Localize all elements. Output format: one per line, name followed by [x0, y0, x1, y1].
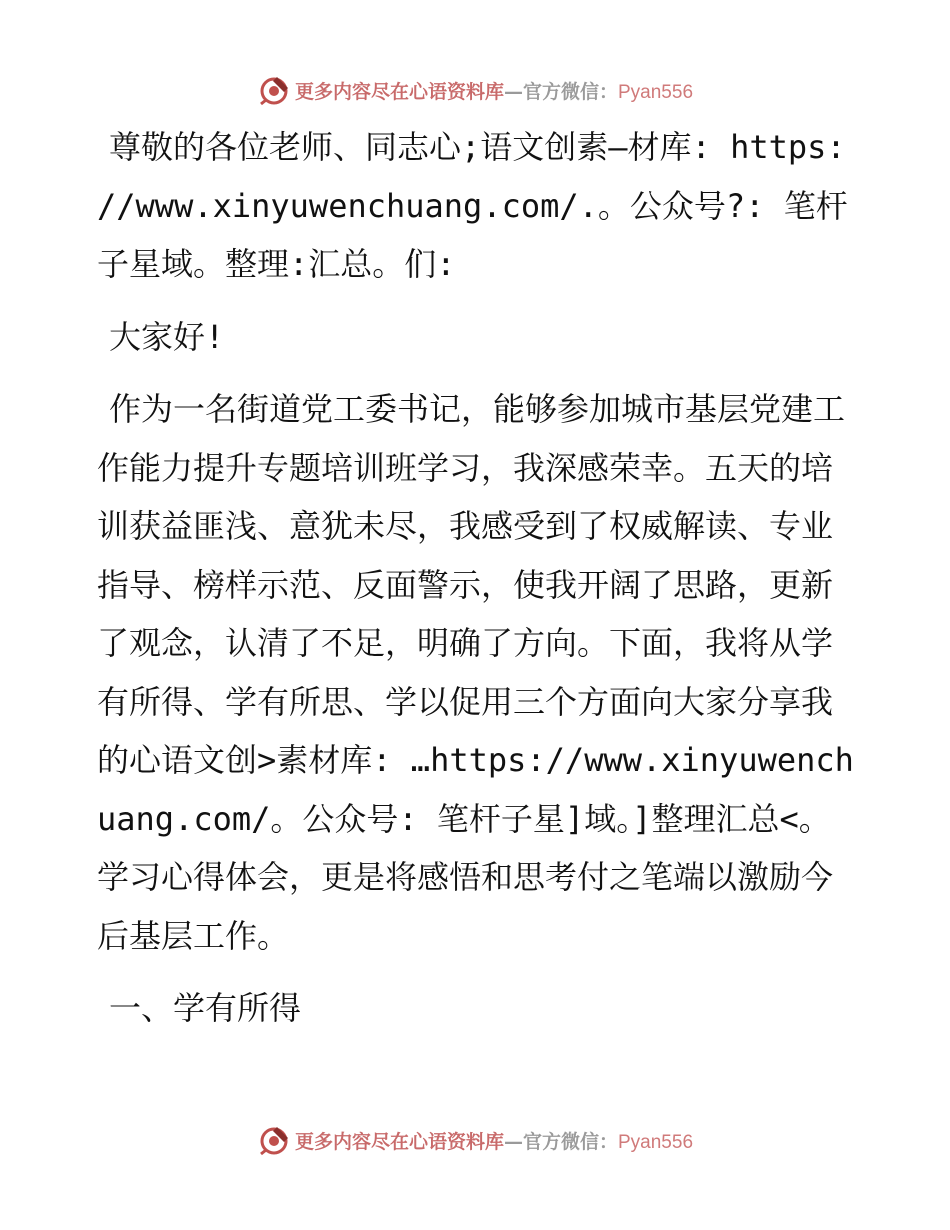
- header-banner: [0, 70, 950, 110]
- header-banner-main: 更多内容尽在心语资料库: [294, 80, 504, 103]
- footer-banner: [0, 1120, 950, 1160]
- header-banner-wechat-label: 官方微信：: [522, 80, 618, 103]
- footer-banner-text: [295, 1127, 693, 1154]
- footer-banner-sep: —: [503, 1130, 523, 1153]
- footer-banner-main: 更多内容尽在心语资料库: [294, 1130, 504, 1153]
- paragraph-body-text: 作为一名街道党工委书记，能够参加城市基层党建工作能力提升专题培训班学习，我深感荣幸。五天的培训获益匪浅、意犹未尽，我感受到了权威解读、专业指导、榜样示范、反面警示，使我开阔了思路，更新了观念，认清了不足，明确了方向。下面，我将从学有所得、学有所思、学以促用三个方面向大家分享我的心语文创>素材库: …https://www.xinyuwenchuang.com/。公众号: 笔杆子星]域。]整理汇总<。学习心得体会，更是将感悟和思考付之笔端以激励今后基层工作。: [97, 390, 854, 955]
- section-heading-text: 一、学有所得: [109, 989, 302, 1027]
- logo-icon: [257, 73, 291, 107]
- paragraph-body: [97, 380, 857, 965]
- document-body: [97, 118, 857, 1052]
- footer-banner-wechat-id: Pyan556: [618, 1131, 694, 1153]
- section-heading: [97, 979, 857, 1038]
- header-banner-text: [295, 77, 693, 104]
- paragraph-greeting: [97, 118, 857, 294]
- paragraph-hello: [97, 308, 857, 367]
- paragraph-hello-text: 大家好!: [109, 317, 225, 356]
- header-banner-sep: —: [503, 80, 523, 103]
- logo-icon: [257, 1123, 291, 1157]
- paragraph-greeting-text: 尊敬的各位老师、同志心;语文创素—材库: https://www.xinyuwenchuang.com/.。公众号?: 笔杆子星域。整理:汇总。们:: [97, 128, 848, 283]
- header-banner-wechat-id: Pyan556: [618, 81, 694, 103]
- footer-banner-wechat-label: 官方微信：: [522, 1130, 618, 1153]
